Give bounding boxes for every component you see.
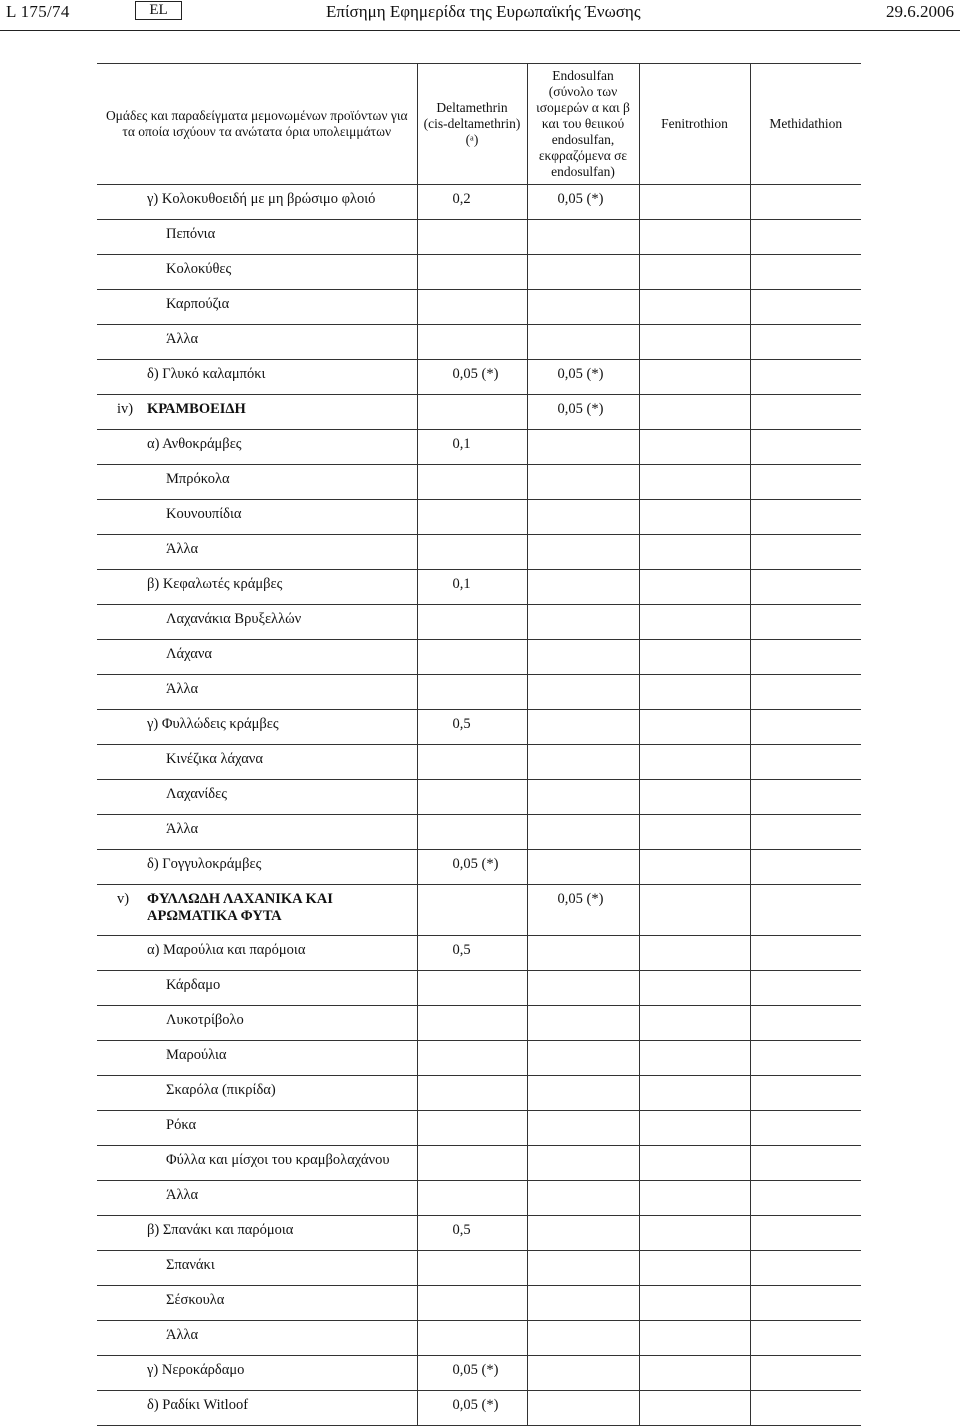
fenitrothion-value [639, 1321, 750, 1356]
table-body [97, 185, 861, 1426]
endosulfan-value [527, 745, 639, 780]
methidathion-value [750, 605, 861, 640]
methidathion-value [750, 1041, 861, 1076]
table-row [97, 395, 861, 430]
table-row [97, 1321, 861, 1356]
deltamethrin-value [417, 605, 527, 640]
language-badge: EL [135, 1, 182, 20]
page-reference: L 175/74 [6, 2, 70, 21]
fenitrothion-value [639, 780, 750, 815]
column-header-deltamethrin: Deltamethrin (cis-deltamethrin) (ᵃ) [417, 64, 527, 185]
deltamethrin-value [417, 1181, 527, 1216]
product-cell [97, 1216, 417, 1251]
table-row [97, 1216, 861, 1251]
product-label: Άλλα [166, 331, 199, 347]
subgroup-label: α) Μαρούλια και παρόμοια [147, 942, 306, 958]
methidathion-value [750, 1076, 861, 1111]
table-row [97, 465, 861, 500]
column-header-fenitrothion: Fenitrothion [639, 64, 750, 185]
subgroup-label: δ) Γλυκό καλαμπόκι [147, 366, 266, 382]
endosulfan-value [527, 1041, 639, 1076]
methidathion-value [750, 255, 861, 290]
methidathion-value [750, 185, 861, 220]
methidathion-value [750, 780, 861, 815]
product-cell [97, 1006, 417, 1041]
product-cell [97, 1076, 417, 1111]
product-label: Σπανάκι [166, 1257, 215, 1273]
table-row [97, 220, 861, 255]
fenitrothion-value [639, 1286, 750, 1321]
endosulfan-value [527, 710, 639, 745]
product-cell [97, 1041, 417, 1076]
endosulfan-value: 0,05 (*) [527, 185, 639, 220]
product-cell [97, 1111, 417, 1146]
column-header-groups: Ομάδες και παραδείγματα μεμονωμένων προϊόντων για τα οποία ισχύουν τα ανώτατα όρια υπολειμμάτων [105, 108, 408, 139]
deltamethrin-value [417, 675, 527, 710]
table-row [97, 1356, 861, 1391]
endosulfan-value [527, 1251, 639, 1286]
subgroup-label: γ) Νεροκάρδαμο [147, 1362, 245, 1378]
deltamethrin-value: 0,05 (*) [417, 360, 527, 395]
methidathion-value [750, 220, 861, 255]
endosulfan-value [527, 1111, 639, 1146]
endosulfan-value [527, 535, 639, 570]
product-label: Λαχανίδες [166, 786, 227, 802]
deltamethrin-value [417, 815, 527, 850]
methidathion-value [750, 325, 861, 360]
table-row [97, 500, 861, 535]
product-label: Άλλα [166, 1327, 199, 1343]
product-cell [97, 430, 417, 465]
deltamethrin-value [417, 1321, 527, 1356]
deltamethrin-value: 0,5 [417, 710, 527, 745]
deltamethrin-value [417, 395, 527, 430]
endosulfan-value: 0,05 (*) [527, 395, 639, 430]
product-cell [97, 1286, 417, 1321]
deltamethrin-value: 0,1 [417, 430, 527, 465]
product-cell [97, 325, 417, 360]
endosulfan-value [527, 815, 639, 850]
table-row [97, 1006, 861, 1041]
fenitrothion-value [639, 1216, 750, 1251]
table-row [97, 1181, 861, 1216]
endosulfan-value [527, 220, 639, 255]
fenitrothion-value [639, 885, 750, 936]
deltamethrin-value [417, 1076, 527, 1111]
deltamethrin-value: 0,05 (*) [417, 850, 527, 885]
table-row [97, 570, 861, 605]
deltamethrin-value [417, 1146, 527, 1181]
subgroup-label: δ) Ραδίκι Witloof [147, 1397, 249, 1413]
product-cell [97, 220, 417, 255]
table-row [97, 1076, 861, 1111]
methidathion-value [750, 570, 861, 605]
methidathion-value [750, 395, 861, 430]
table-row [97, 325, 861, 360]
table-row [97, 605, 861, 640]
endosulfan-value [527, 675, 639, 710]
product-cell [97, 360, 417, 395]
methidathion-value [750, 850, 861, 885]
product-cell [97, 815, 417, 850]
fenitrothion-value [639, 1356, 750, 1391]
fenitrothion-value [639, 675, 750, 710]
deltamethrin-value [417, 1006, 527, 1041]
product-cell [97, 255, 417, 290]
product-cell [97, 936, 417, 971]
endosulfan-value [527, 290, 639, 325]
product-label: Κολοκύθες [166, 261, 232, 277]
deltamethrin-value: 0,5 [417, 1216, 527, 1251]
fenitrothion-value [639, 1041, 750, 1076]
deltamethrin-value [417, 640, 527, 675]
product-cell [97, 710, 417, 745]
product-cell [97, 850, 417, 885]
methidathion-value [750, 710, 861, 745]
endosulfan-value [527, 1216, 639, 1251]
table-row [97, 255, 861, 290]
methidathion-value [750, 1356, 861, 1391]
product-cell [97, 745, 417, 780]
table-row [97, 535, 861, 570]
deltamethrin-value [417, 780, 527, 815]
product-cell [97, 1321, 417, 1356]
product-label: Καρπούζια [166, 296, 230, 312]
product-label: Σέσκουλα [166, 1292, 225, 1308]
product-label: Λάχανα [166, 646, 212, 662]
column-header-methidathion: Methidathion [750, 64, 861, 185]
endosulfan-value [527, 640, 639, 675]
table-header-row [97, 64, 861, 185]
deltamethrin-value [417, 290, 527, 325]
methidathion-value [750, 1286, 861, 1321]
methidathion-value [750, 675, 861, 710]
journal-title: Επίσημη Εφημερίδα της Ευρωπαϊκής Ένωσης [326, 2, 641, 21]
fenitrothion-value [639, 1251, 750, 1286]
subgroup-label: β) Σπανάκι και παρόμοια [147, 1222, 294, 1238]
publication-date: 29.6.2006 [886, 2, 954, 21]
methidathion-value [750, 500, 861, 535]
fenitrothion-value [639, 395, 750, 430]
table-row [97, 1391, 861, 1426]
fenitrothion-value [639, 465, 750, 500]
table-row [97, 885, 861, 936]
deltamethrin-value [417, 745, 527, 780]
product-cell [97, 290, 417, 325]
table-row [97, 745, 861, 780]
endosulfan-value [527, 1391, 639, 1426]
methidathion-value [750, 360, 861, 395]
fenitrothion-value [639, 971, 750, 1006]
product-label: Κάρδαμο [166, 977, 221, 993]
endosulfan-value [527, 570, 639, 605]
fenitrothion-value [639, 640, 750, 675]
endosulfan-value [527, 1076, 639, 1111]
roman-numeral: iv) [117, 401, 134, 417]
table-row [97, 1111, 861, 1146]
product-cell [97, 1391, 417, 1426]
methidathion-value [750, 971, 861, 1006]
deltamethrin-value [417, 1286, 527, 1321]
product-cell [97, 185, 417, 220]
endosulfan-value [527, 465, 639, 500]
product-label: Άλλα [166, 1187, 199, 1203]
endosulfan-value [527, 1286, 639, 1321]
fenitrothion-value [639, 325, 750, 360]
product-label: Λαχανάκια Βρυξελλών [166, 611, 302, 627]
fenitrothion-value [639, 1111, 750, 1146]
methidathion-value [750, 1216, 861, 1251]
product-label: Κινέζικα λάχανα [166, 751, 263, 767]
residue-limits-table [97, 63, 861, 1426]
product-cell [97, 465, 417, 500]
table-row [97, 290, 861, 325]
fenitrothion-value [639, 570, 750, 605]
product-cell [97, 500, 417, 535]
subgroup-label: γ) Κολοκυθοειδή με μη βρώσιμο φλοιό [147, 191, 376, 207]
product-label: Μαρούλια [166, 1047, 227, 1063]
deltamethrin-value: 0,05 (*) [417, 1356, 527, 1391]
product-label: Μπρόκολα [166, 471, 230, 487]
page-header [0, 0, 960, 31]
column-header-endosulfan: Endosulfan (σύνολο των ισομερών α και β και του θειικού endosulfan, εκφραζόμενα σε endosulfan) [527, 64, 639, 185]
endosulfan-value [527, 850, 639, 885]
table-row [97, 640, 861, 675]
deltamethrin-value: 0,2 [417, 185, 527, 220]
table-row [97, 430, 861, 465]
product-cell [97, 971, 417, 1006]
methidathion-value [750, 1251, 861, 1286]
fenitrothion-value [639, 430, 750, 465]
product-cell [97, 1356, 417, 1391]
endosulfan-value [527, 325, 639, 360]
table-row [97, 1041, 861, 1076]
fenitrothion-value [639, 535, 750, 570]
table-row [97, 780, 861, 815]
fenitrothion-value [639, 745, 750, 780]
methidathion-value [750, 936, 861, 971]
subgroup-label: β) Κεφαλωτές κράμβες [147, 576, 283, 592]
deltamethrin-value [417, 500, 527, 535]
methidathion-value [750, 535, 861, 570]
table-row [97, 1146, 861, 1181]
product-label: Φύλλα και μίσχοι του κραμβολαχάνου [166, 1152, 390, 1168]
product-label: Κουνουπίδια [166, 506, 242, 522]
fenitrothion-value [639, 850, 750, 885]
fenitrothion-value [639, 185, 750, 220]
methidathion-value [750, 465, 861, 500]
category-label-line2: ΑΡΩΜΑΤΙΚΑ ΦΥΤΑ [147, 908, 282, 924]
endosulfan-value [527, 1146, 639, 1181]
fenitrothion-value [639, 1146, 750, 1181]
fenitrothion-value [639, 605, 750, 640]
table-row [97, 971, 861, 1006]
endosulfan-value [527, 430, 639, 465]
table-row [97, 936, 861, 971]
product-cell [97, 570, 417, 605]
fenitrothion-value [639, 936, 750, 971]
product-label: Άλλα [166, 541, 199, 557]
table-row [97, 1251, 861, 1286]
deltamethrin-value [417, 255, 527, 290]
fenitrothion-value [639, 360, 750, 395]
methidathion-value [750, 1146, 861, 1181]
product-label: Σκαρόλα (πικρίδα) [166, 1082, 276, 1098]
category-label: ΚΡΑΜΒΟΕΙΔΗ [147, 401, 246, 417]
endosulfan-value [527, 971, 639, 1006]
methidathion-value [750, 1181, 861, 1216]
fenitrothion-value [639, 290, 750, 325]
methidathion-value [750, 1006, 861, 1041]
category-label: ΦΥΛΛΩΔΗ ΛΑΧΑΝΙΚΑ ΚΑΙ [147, 891, 333, 907]
product-cell [97, 675, 417, 710]
fenitrothion-value [639, 815, 750, 850]
endosulfan-value [527, 780, 639, 815]
table-row [97, 360, 861, 395]
endosulfan-value [527, 1356, 639, 1391]
roman-numeral: v) [117, 891, 130, 907]
product-cell [97, 1251, 417, 1286]
deltamethrin-value: 0,1 [417, 570, 527, 605]
deltamethrin-value [417, 1041, 527, 1076]
product-label: Άλλα [166, 681, 199, 697]
product-label: Πεπόνια [166, 226, 216, 242]
endosulfan-value: 0,05 (*) [527, 360, 639, 395]
table-row [97, 850, 861, 885]
table-row [97, 1286, 861, 1321]
endosulfan-value: 0,05 (*) [527, 885, 639, 936]
deltamethrin-value [417, 325, 527, 360]
fenitrothion-value [639, 1006, 750, 1041]
endosulfan-value [527, 500, 639, 535]
table-row [97, 675, 861, 710]
methidathion-value [750, 640, 861, 675]
endosulfan-value [527, 605, 639, 640]
fenitrothion-value [639, 220, 750, 255]
endosulfan-value [527, 1006, 639, 1041]
endosulfan-value [527, 1181, 639, 1216]
deltamethrin-value: 0,05 (*) [417, 1391, 527, 1426]
product-label: Ρόκα [166, 1117, 197, 1133]
product-cell [97, 605, 417, 640]
methidathion-value [750, 745, 861, 780]
table-row [97, 185, 861, 220]
methidathion-value [750, 1391, 861, 1426]
product-cell [97, 535, 417, 570]
table-row [97, 815, 861, 850]
methidathion-value [750, 1111, 861, 1146]
subgroup-label: α) Ανθοκράμβες [147, 436, 242, 452]
product-label: Λυκοτρίβολο [166, 1012, 244, 1028]
product-label: Άλλα [166, 821, 199, 837]
product-cell [97, 780, 417, 815]
deltamethrin-value [417, 535, 527, 570]
product-cell [97, 395, 417, 430]
deltamethrin-value: 0,5 [417, 936, 527, 971]
methidathion-value [750, 885, 861, 936]
deltamethrin-value [417, 1111, 527, 1146]
endosulfan-value [527, 936, 639, 971]
methidathion-value [750, 815, 861, 850]
product-cell [97, 1146, 417, 1181]
product-cell [97, 1181, 417, 1216]
endosulfan-value [527, 1321, 639, 1356]
fenitrothion-value [639, 500, 750, 535]
product-cell [97, 640, 417, 675]
subgroup-label: γ) Φυλλώδεις κράμβες [147, 716, 279, 732]
fenitrothion-value [639, 1076, 750, 1111]
methidathion-value [750, 1321, 861, 1356]
deltamethrin-value [417, 885, 527, 936]
subgroup-label: δ) Γογγυλοκράμβες [147, 856, 262, 872]
methidathion-value [750, 290, 861, 325]
fenitrothion-value [639, 1181, 750, 1216]
fenitrothion-value [639, 1391, 750, 1426]
deltamethrin-value [417, 220, 527, 255]
product-cell [97, 885, 417, 936]
deltamethrin-value [417, 1251, 527, 1286]
endosulfan-value [527, 255, 639, 290]
fenitrothion-value [639, 710, 750, 745]
fenitrothion-value [639, 255, 750, 290]
methidathion-value [750, 430, 861, 465]
table-row [97, 710, 861, 745]
deltamethrin-value [417, 465, 527, 500]
deltamethrin-value [417, 971, 527, 1006]
